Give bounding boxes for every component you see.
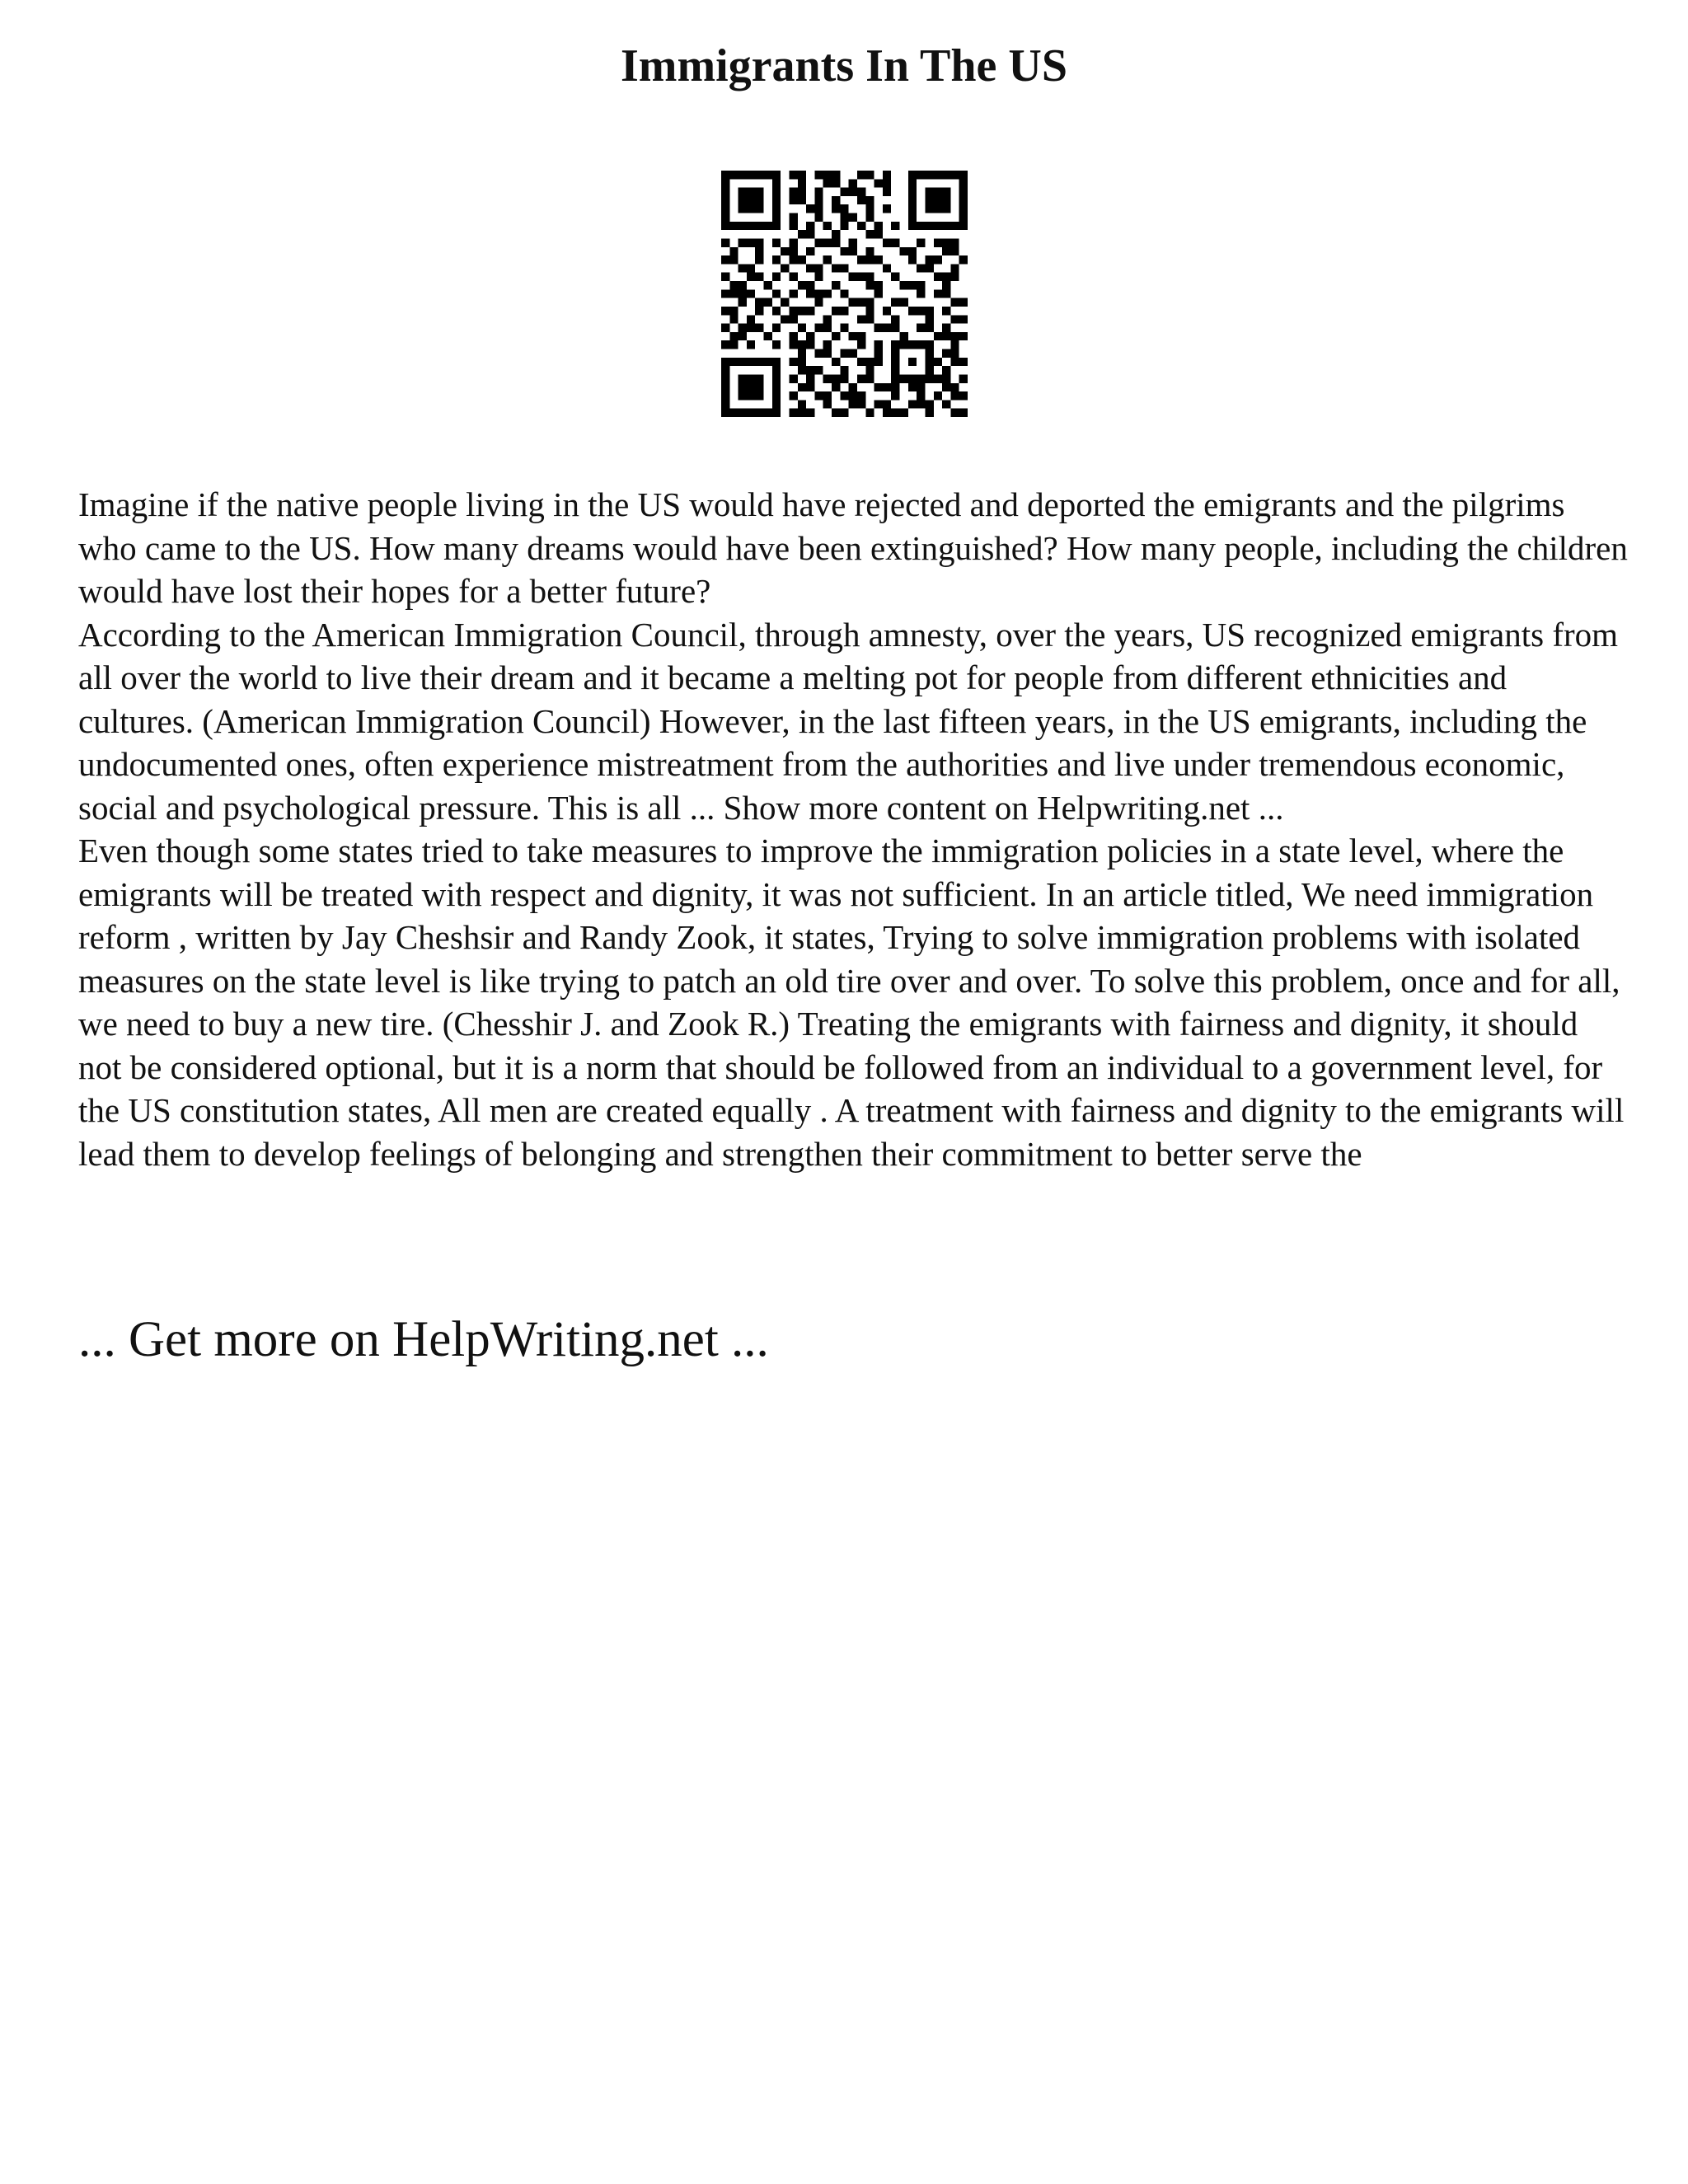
page-title: Immigrants In The US: [621, 40, 1067, 91]
paragraph-immigration-council: According to the American Immigration Council, through amnesty, over the years, US recognized emigrants from all over the world to live their dream and it became a melting pot for people from different ethnicities and cultures. (American Immigration Council) However, in the last fifteen years, in the US emigrants, including the undocumented ones, often experience mistreatment from the authorities and live under tremendous economic, social and psychological pressure. This is all ... Show more content on Helpwriting.net ...: [78, 615, 1619, 827]
get-more-link[interactable]: ... Get more on HelpWriting.net ...: [78, 1312, 769, 1367]
paragraph-intro: Imagine if the native people living in the US would have rejected and deported the emigrants and the pilgrims who came to the US. How many dreams would have been extinguished? How many people, including the children would have lost their hopes for a better future?: [78, 485, 1628, 610]
qr-code-icon: [721, 171, 968, 417]
article-body: [78, 483, 1628, 1175]
paragraph-immigration-reform: Even though some states tried to take measures to improve the immigration policies in a state level, where the emigrants will be treated with respect and dignity, it was not sufficient. In an article titled, We need immigration reform , written by Jay Cheshsir and Randy Zook, it states, Trying to solve immigration problems with isolated measures on the state level is like trying to patch an old tire over and over. To solve this problem, once and for all, we need to buy a new tire. (Chesshir J. and Zook R.) Treating the emigrants with fairness and dignity, it should not be considered optional, but it is a norm that should be followed from an individual to a government level, for the US constitution states, All men are created equally . A treatment with fairness and dignity to the emigrants will lead them to develop feelings of belonging and strengthen their commitment to better serve the: [78, 832, 1625, 1173]
